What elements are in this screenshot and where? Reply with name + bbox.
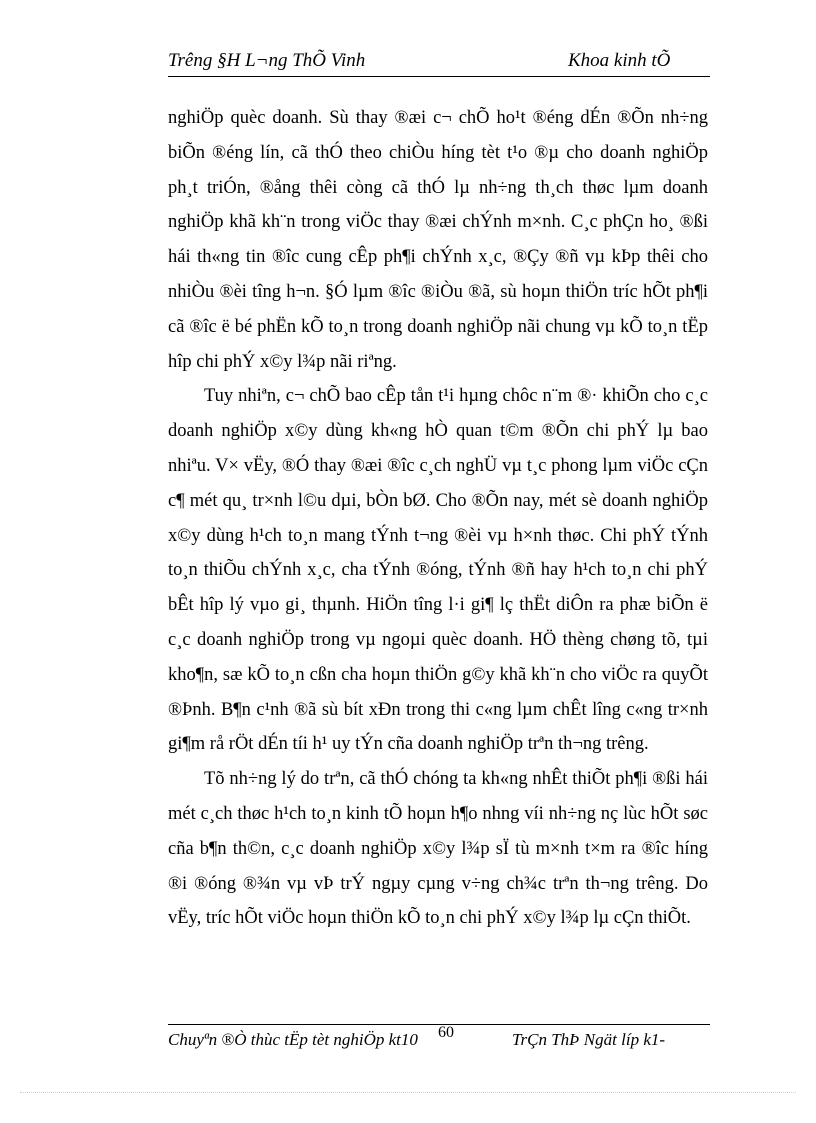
header-school-name: Trêng §H L¬ng ThÕ Vinh: [168, 50, 366, 71]
bottom-divider: [20, 1092, 796, 1093]
page-header: [168, 50, 710, 76]
header-rule: [168, 76, 710, 77]
paragraph-3: Tõ nh÷ng lý do trªn, cã thÓ chóng ta kh«ng nhÊt thiÕt ph¶i ®ßi hái mét c¸ch thøc h¹ch to¸n kinh tÕ hoµn h¶o nhng víi nh÷ng nç lùc hÕt søc cña b¶n th©n, c¸c doanh nghiÖp x©y l¾p sÏ tù m×nh t×m ra ®îc híng ®i ®óng ®¾n vµ vÞ trÝ ngµy cµng v÷ng ch¾c trªn th¬ng trêng. Do vËy, tríc hÕt viÖc hoµn thiÖn kÕ to¸n chi phÝ x©y l¾p lµ cÇn thiÕt.: [168, 769, 708, 929]
footer-author: TrÇn ThÞ Ngät líp k1-: [512, 1030, 666, 1049]
header-faculty-name: Khoa kinh tÕ: [568, 50, 671, 71]
footer-report-title: Chuyªn ®Ò thùc tËp tèt nghiÖp kt10: [168, 1030, 418, 1049]
paragraph-1: nghiÖp quèc doanh. Sù thay ®æi c¬ chÕ ho¹t ®éng dÉn ®Õn nh÷ng biÕn ®éng lín, cã thÓ theo chiÒu híng tèt t¹o ®µ cho doanh nghiÖp ph¸t triÓn, ®ång thêi còng cã thÓ lµ nh÷ng th¸ch thøc lµm doanh nghiÖp khã kh¨n trong viÖc thay ®æi chÝnh m×nh. C¸c phÇn ho¸ ®ßi hái th«ng tin ®îc cung cÊp ph¶i chÝnh x¸c, ®Çy ®ñ vµ kÞp thêi cho nhiÒu ®èi tîng h¬n. §Ó lµm ®îc ®iÒu ®ã, sù hoµn thiÖn tríc hÕt ph¶i cã ®îc ë bé phËn kÕ to¸n trong doanh nghiÖp nãi chung vµ kÕ to¸n tËp hîp chi phÝ x©y l¾p nãi riªng.: [168, 108, 708, 372]
body-text: [168, 101, 708, 936]
page-number: 60: [438, 1024, 454, 1041]
paragraph-2: Tuy nhiªn, c¬ chÕ bao cÊp tån t¹i hµng chôc n¨m ®· khiÕn cho c¸c doanh nghiÖp x©y dùng kh«ng hÒ quan t©m ®Õn chi phÝ lµ bao nhiªu. V× vËy, ®Ó thay ®æi ®îc c¸ch nghÜ vµ t¸c phong lµm viÖc cÇn c¶ mét qu¸ tr×nh l©u dµi, bÒn bØ. Cho ®Õn nay, mét sè doanh nghiÖp x©y dùng h¹ch to¸n mang tÝnh t¬ng ®èi vµ h×nh thøc. Chi phÝ tÝnh to¸n thiÕu chÝnh x¸c, cha tÝnh ®óng, tÝnh ®ñ hay h¹ch to¸n chi phÝ bÊt hîp lý vµo gi¸ thµnh. HiÖn tîng l·i gi¶ lç thËt diÔn ra phæ biÕn ë c¸c doanh nghiÖp trong vµ ngoµi quèc doanh. HÖ thèng chøng tõ, tµi kho¶n, sæ kÕ to¸n cßn cha hoµn thiÖn g©y khã kh¨n cho viÖc ra quyÕt ®Þnh. B¶n c¹nh ®ã sù bít xÐn trong thi c«ng lµm chÊt lîng c«ng tr×nh gi¶m rå rÖt dÉn tíi h¹ uy tÝn cña doanh nghiÖp trªn th¬ng trêng.: [168, 386, 708, 755]
